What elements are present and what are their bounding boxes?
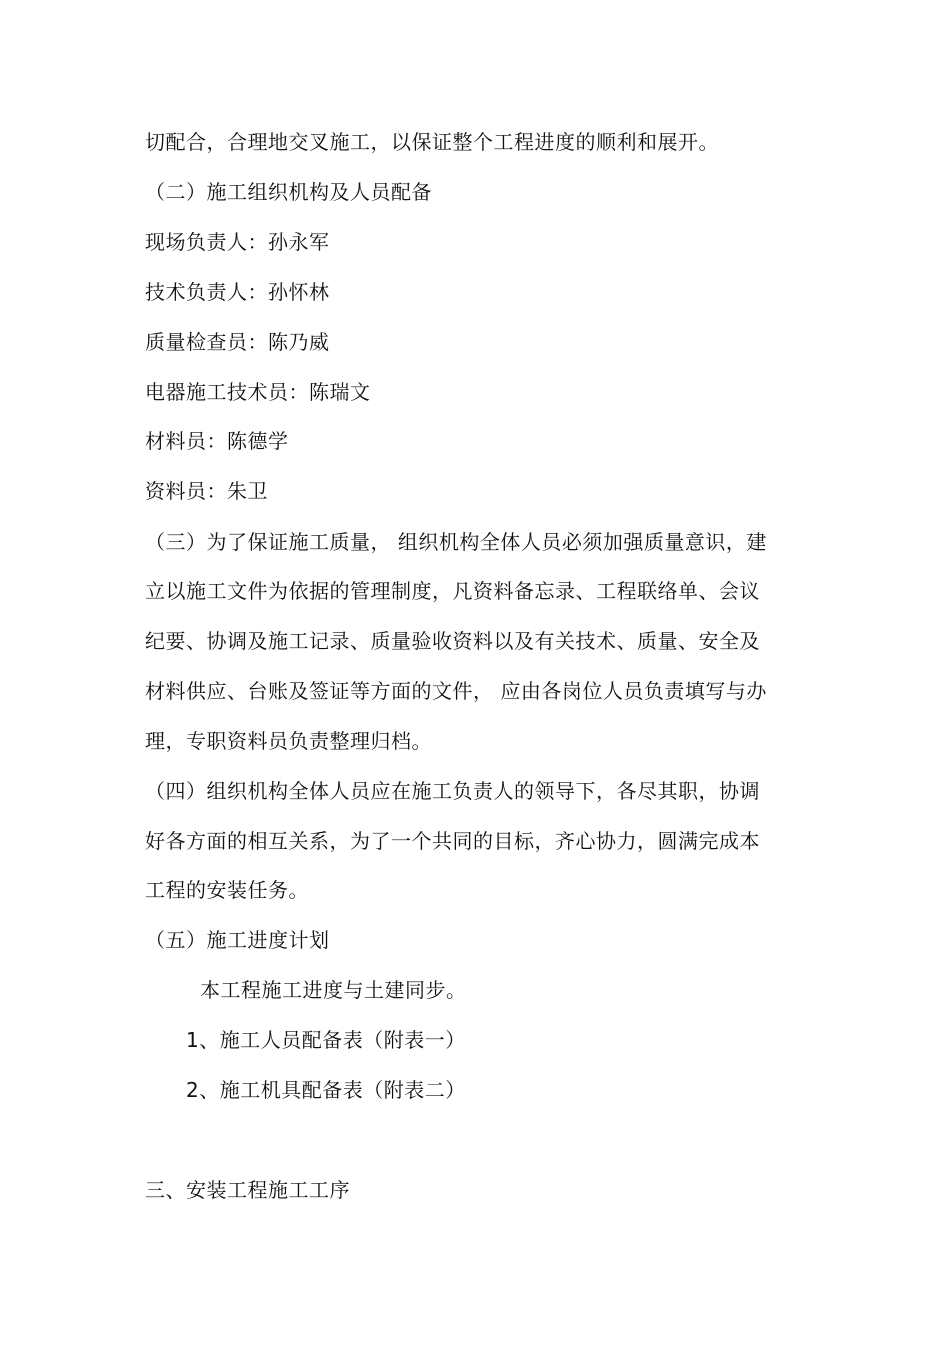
personnel-line: 技术负责人：孙怀林 — [145, 280, 330, 304]
list-item: 2、施工机具配备表（附表二） — [186, 1078, 466, 1102]
paragraph-line: （三）为了保证施工质量， 组织机构全体人员必须加强质量意识，建 — [145, 530, 767, 554]
paragraph-line: 材料供应、台账及签证等方面的文件， 应由各岗位人员负责填写与办 — [145, 679, 767, 703]
section-heading: （二）施工组织机构及人员配备 — [145, 180, 432, 204]
personnel-line: 材料员：陈德学 — [145, 429, 289, 453]
list-item: 1、施工人员配备表（附表一） — [186, 1028, 466, 1052]
paragraph-line: 工程的安装任务。 — [145, 878, 309, 902]
paragraph-line: （四）组织机构全体人员应在施工负责人的领导下，各尽其职，协调 — [145, 779, 760, 803]
paragraph-line: 理，专职资料员负责整理归档。 — [145, 729, 432, 753]
paragraph-line: 好各方面的相互关系，为了一个共同的目标，齐心协力，圆满完成本 — [145, 829, 760, 853]
personnel-line: 质量检查员：陈乃威 — [145, 330, 330, 354]
section-heading: （五）施工进度计划 — [145, 928, 330, 952]
personnel-line: 电器施工技术员：陈瑞文 — [145, 380, 371, 404]
chapter-heading: 三、安装工程施工工序 — [145, 1178, 350, 1202]
paragraph-line: 切配合，合理地交叉施工，以保证整个工程进度的顺利和展开。 — [145, 130, 719, 154]
personnel-line: 现场负责人：孙永军 — [145, 230, 330, 254]
paragraph-line: 纪要、协调及施工记录、质量验收资料以及有关技术、质量、安全及 — [145, 629, 760, 653]
paragraph-line: 立以施工文件为依据的管理制度，凡资料备忘录、工程联络单、会议 — [145, 579, 760, 603]
paragraph-line: 本工程施工进度与土建同步。 — [200, 978, 467, 1002]
personnel-line: 资料员：朱卫 — [145, 479, 268, 503]
